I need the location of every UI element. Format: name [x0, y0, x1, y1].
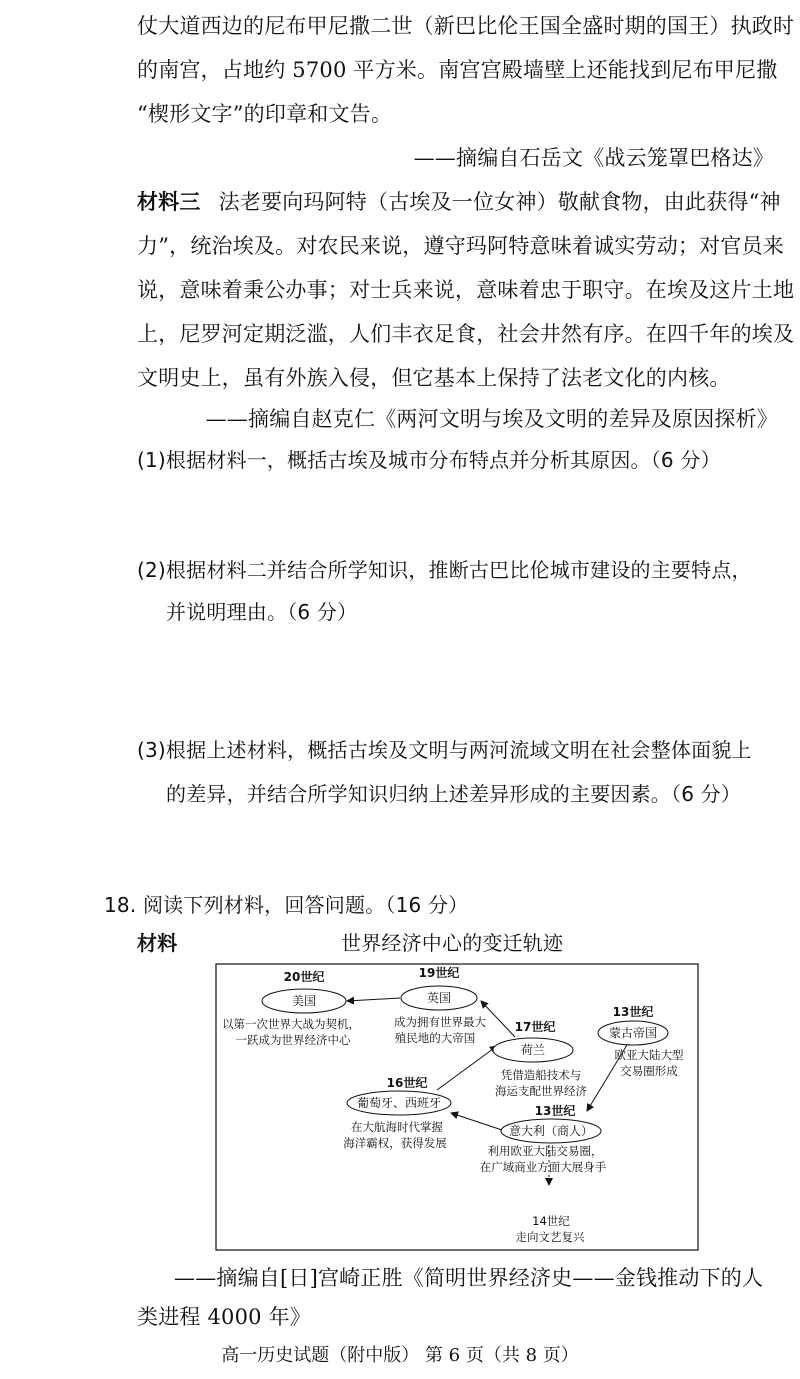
- diagram-title: 世界经济中心的变迁轨迹: [341, 931, 564, 955]
- netherlands-note-1: 凭借造船技术与: [500, 1068, 582, 1082]
- mongol-name: 蒙古帝国: [608, 1026, 658, 1040]
- britain-century: 19世纪: [418, 966, 460, 980]
- italy-note-1: 利用欧亚大陆交易圈，: [487, 1144, 603, 1158]
- economic-center-diagram: [215, 963, 699, 1251]
- usa-note-2: 一跃成为世界经济中心: [235, 1033, 351, 1047]
- netherlands-note-2: 海运支配世界经济: [495, 1084, 587, 1098]
- iberia-note-1: 在大航海时代掌握: [351, 1120, 443, 1134]
- arrow-netherlands-to-britain: [481, 1001, 515, 1037]
- iberia-century: 16世纪: [386, 1076, 428, 1090]
- britain-name: 英国: [426, 991, 452, 1005]
- netherlands-name: 荷兰: [520, 1043, 546, 1057]
- netherlands-century: 17世纪: [514, 1020, 556, 1034]
- material3-line-3: 说，意味着秉公办事；对士兵来说，意味着忠于职守。在埃及这片土地: [137, 278, 795, 302]
- mongol-note-2: 交易圈形成: [620, 1064, 678, 1078]
- material3-source: ——摘编自赵克仁《两河文明与埃及文明的差异及原因探析》: [205, 407, 778, 431]
- question-18-header: 18. 阅读下列材料，回答问题。（16 分）: [104, 893, 469, 917]
- arrow-iberia-to-netherlands: [437, 1046, 497, 1090]
- usa-century: 20世纪: [283, 970, 325, 984]
- britain-note-1: 成为拥有世界最大: [394, 1015, 486, 1029]
- question-3-line-1: (3)根据上述材料，概括古埃及文明与两河流域文明在社会整体面貌上: [137, 738, 752, 762]
- italy-century: 13世纪: [534, 1104, 576, 1118]
- question-2-line-1: (2)根据材料二并结合所学知识，推断古巴比伦城市建设的主要特点，: [137, 558, 752, 582]
- question-1: (1)根据材料一，概括古埃及城市分布特点并分析其原因。（6 分）: [137, 448, 721, 472]
- mongol-century: 13世纪: [612, 1005, 654, 1019]
- arrow-italy-to-iberia: [451, 1113, 502, 1130]
- question-2-line-2: 并说明理由。（6 分）: [166, 600, 358, 624]
- material2-source: ——摘编自石岳文《战云笼罩巴格达》: [413, 146, 774, 170]
- usa-name: 美国: [291, 994, 317, 1008]
- material3-label: 材料三: [137, 190, 201, 214]
- question-3-line-2: 的差异，并结合所学知识归纳上述差异形成的主要因素。（6 分）: [166, 782, 742, 806]
- material3-text-1: 法老要向玛阿特（古埃及一位女神）敬献食物，由此获得“神: [218, 190, 781, 214]
- iberia-note-2: 海洋霸权，获得发展: [343, 1136, 447, 1150]
- italy-name: 意大利（商人）: [508, 1124, 594, 1138]
- italy-note-2: 在广域商业方面大展身手: [479, 1160, 607, 1174]
- material2-line-3: “楔形文字”的印章和文告。: [137, 102, 393, 126]
- page-footer: 高一历史试题（附中版） 第 6 页（共 8 页）: [221, 1345, 579, 1366]
- renaissance-century: 14世纪: [532, 1214, 570, 1228]
- arrow-britain-to-usa: [347, 998, 400, 1001]
- material3-line-5: 文明史上，虽有外族入侵，但它基本上保持了法老文化的内核。: [137, 366, 731, 390]
- material2-line-2: 的南宫，占地约 5700 平方米。南宫宫殿墙壁上还能找到尼布甲尼撒: [137, 58, 778, 82]
- q18-source-line-1: ——摘编自[日]宫崎正胜《简明世界经济史——金钱推动下的人: [174, 1266, 764, 1290]
- renaissance-name: 走向文艺复兴: [515, 1230, 585, 1244]
- usa-note-1: 以第一次世界大战为契机，: [222, 1017, 360, 1031]
- material3-line-1: [137, 188, 781, 216]
- material3-line-2: 力”，统治埃及。对农民来说，遵守玛阿特意味着诚实劳动；对官员来: [137, 234, 784, 258]
- material3-line-4: 上，尼罗河定期泛滥，人们丰衣足食，社会井然有序。在四千年的埃及: [137, 322, 795, 346]
- iberia-name: 葡萄牙、西班牙: [356, 1096, 442, 1110]
- q18-source-line-2: 类进程 4000 年》: [137, 1305, 311, 1329]
- mongol-note-1: 欧亚大陆大型: [614, 1048, 684, 1062]
- britain-note-2: 殖民地的大帝国: [394, 1031, 476, 1045]
- material-label: 材料: [137, 931, 178, 955]
- material2-line-1: 仗大道西边的尼布甲尼撒二世（新巴比伦王国全盛时期的国王）执政时: [137, 14, 795, 38]
